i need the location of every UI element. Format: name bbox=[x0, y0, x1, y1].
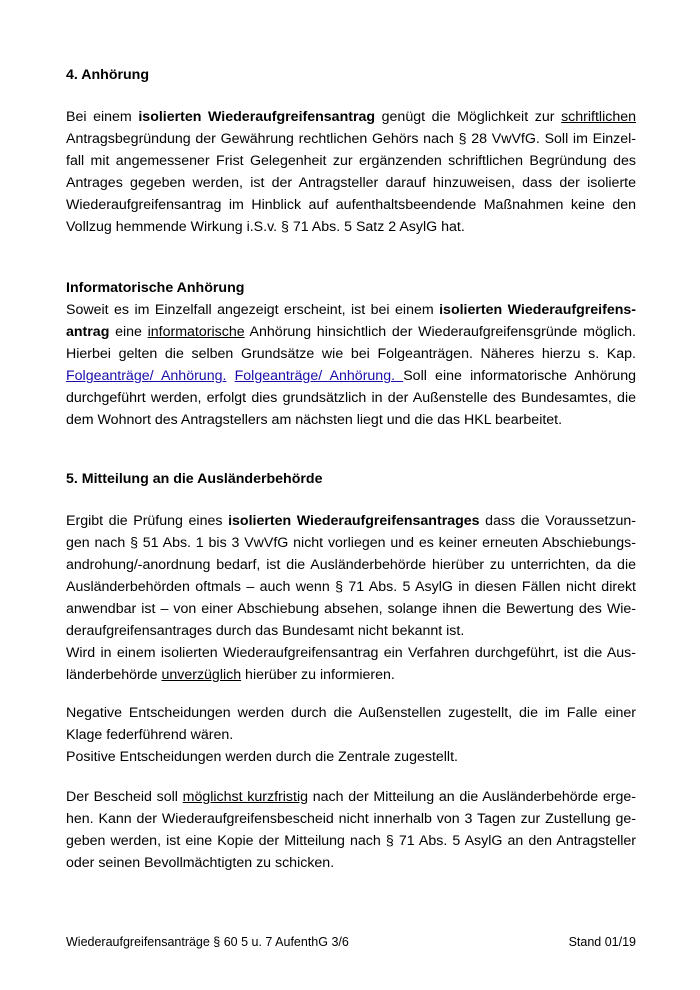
text-line: Antragsbegründung der Gewährung rechtlichen Gehörs nach § 28 VwVfG. Soll im Einzel- bbox=[66, 131, 636, 147]
text-line: fall mit angemessener Frist Gelegenheit zur ergänzenden schriftlichen Begründung des bbox=[66, 153, 636, 169]
text-line: Bei einem isolierten Wiederaufgreifensantrag genügt die Möglichkeit zur schriftlichen bbox=[66, 109, 636, 125]
text-line: Wird in einem isolierten Wiederaufgreifensantrag ein Verfahren durchgeführt, ist die Aus- bbox=[66, 645, 636, 661]
text-line: Negative Entscheidungen werden durch die Außenstellen zugestellt, die im Falle einer bbox=[66, 705, 636, 721]
text-line: anwendbar ist – von einer Abschiebung absehen, solange ihnen die Bewertung des Wie- bbox=[66, 601, 636, 617]
footer-date: Stand 01/19 bbox=[568, 935, 636, 949]
text-line: dem Wohnort des Antragstellers am nächsten liegt und die das HKL bearbeitet. bbox=[66, 412, 563, 428]
text-line: Der Bescheid soll möglichst kurzfristig nach der Mitteilung an die Ausländerbehörde erge- bbox=[66, 789, 636, 805]
info-hearing-section bbox=[66, 277, 636, 431]
footer-document-title: Wiederaufgreifensanträge § 60 5 u. 7 AufenthG 3/6 bbox=[66, 935, 349, 949]
info-hearing-heading: Informatorische Anhörung bbox=[66, 280, 245, 296]
text-line: Ausländerbehörden oftmals – auch wenn § 71 Abs. 5 AsylG in diesen Fällen nicht direkt bbox=[66, 579, 636, 595]
section-5-paragraph-2 bbox=[66, 702, 636, 768]
section-5-paragraph-3 bbox=[66, 786, 636, 874]
text-line: Klage federführend wären. bbox=[66, 727, 234, 743]
page-footer bbox=[66, 932, 636, 952]
text-line: Ergibt die Prüfung eines isolierten Wiederaufgreifensantrages dass die Voraussetzun- bbox=[66, 513, 637, 529]
text-line: durchgeführt werden, erfolgt dies grundsätzlich in der Außenstelle des Bundesamtes, die bbox=[66, 390, 636, 406]
text-line: androhung/-anordnung bedarf, ist die Ausländerbehörde hierüber zu unterrichten, da die bbox=[66, 557, 636, 573]
text-line: antrag eine informatorische Anhörung hinsichtlich der Wiederaufgreifensgründe möglich. bbox=[66, 324, 636, 340]
text-line: Wiederaufgreifensantrag im Hinblick auf aufenthaltsbeendende Maßnahmen keine den bbox=[66, 197, 636, 213]
section-4-heading: 4. Anhörung bbox=[66, 67, 150, 83]
text-line: Positive Entscheidungen werden durch die Zentrale zugestellt. bbox=[66, 749, 458, 765]
section-5-paragraph-1 bbox=[66, 510, 636, 686]
text-line: Soweit es im Einzelfall angezeigt erscheint, ist bei einem isolierten Wiederaufgreifens- bbox=[66, 302, 637, 318]
text-line: oder seinen Bevollmächtigten zu schicken. bbox=[66, 855, 335, 871]
text-line: Hierbei gelten die selben Grundsätze wie bei Folgeanträgen. Näheres hierzu s. Kap. bbox=[66, 346, 636, 362]
text-line: Folgeanträge/ Anhörung. Folgeanträge/ Anhörung. Soll eine informatorische Anhörung bbox=[66, 368, 636, 384]
section-4-paragraph bbox=[66, 106, 636, 238]
text-line: länderbehörde unverzüglich hierüber zu informieren. bbox=[66, 667, 395, 683]
text-line: Vollzug hemmende Wirkung i.S.v. § 71 Abs. 5 Satz 2 AsylG hat. bbox=[66, 219, 465, 235]
section-5-heading: 5. Mitteilung an die Ausländerbehörde bbox=[66, 471, 323, 487]
text-line: geben werden, ist eine Kopie der Mitteilung nach § 71 Abs. 5 AsylG an den Antragsteller bbox=[66, 833, 636, 849]
text-line: gen nach § 51 Abs. 1 bis 3 VwVfG nicht vorliegen und es keiner erneuten Abschiebungs- bbox=[66, 535, 636, 551]
link-folgeantraege-anhoerung-1[interactable]: Folgeanträge/ Anhörung. bbox=[66, 368, 227, 384]
text-line: Antrages gegeben werden, ist der Antragsteller darauf hinzuweisen, dass der isolierte bbox=[66, 175, 636, 191]
text-line: deraufgreifensantrages durch das Bundesamt nicht bekannt ist. bbox=[66, 623, 465, 639]
text-line: hen. Kann der Wiederaufgreifensbescheid nicht innerhalb von 3 Tagen zur Zustellung ge- bbox=[66, 811, 636, 827]
link-folgeantraege-anhoerung-2[interactable]: Folgeanträge/ Anhörung. bbox=[234, 368, 404, 384]
